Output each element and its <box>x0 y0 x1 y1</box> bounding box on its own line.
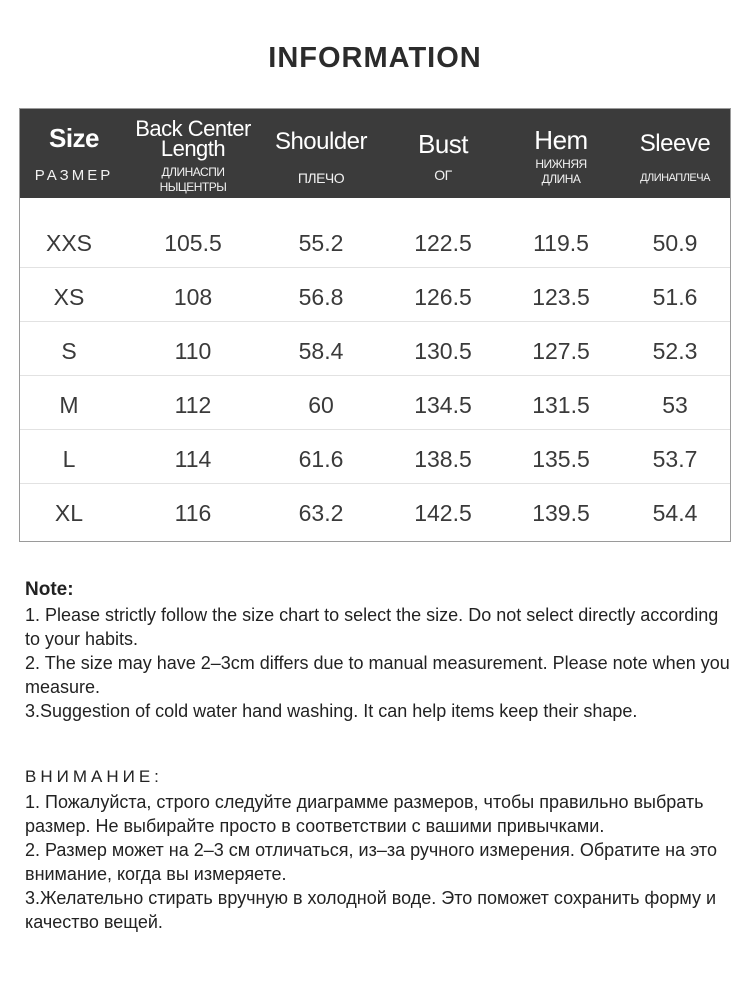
back-center-length-cell: 110 <box>174 338 212 364</box>
bust-cell: 122.5 <box>414 230 472 256</box>
header-size-ru: РАЗМЕР <box>34 167 114 184</box>
back-center-length-cell: 116 <box>174 500 212 526</box>
bust-cell: 134.5 <box>414 392 472 418</box>
bust-cell: 142.5 <box>414 500 472 526</box>
shoulder-cell: 63.2 <box>298 500 344 526</box>
sleeve-cell: 53.7 <box>652 446 698 472</box>
sleeve-cell: 53 <box>662 392 688 418</box>
sleeve-cell: 51.6 <box>652 284 698 310</box>
note-item-ru: 2. Размер может на 2–3 см отличаться, из–за ручного измерения. Обратите на это внимание, когда вы измеряете. <box>25 840 717 884</box>
hem-cell: 123.5 <box>532 284 590 310</box>
size-cell: XXS <box>45 230 93 256</box>
header-size <box>20 109 128 198</box>
header-shoulder <box>258 109 384 198</box>
table-row <box>20 430 730 484</box>
header-bust-en: Bust <box>417 129 469 159</box>
size-cell: S <box>61 338 77 364</box>
header-sleeve-en: Sleeve <box>639 130 711 157</box>
header-hem-en: Hem <box>534 125 588 155</box>
size-chart-table <box>19 108 731 542</box>
table-row <box>20 198 730 268</box>
header-back-center-length <box>128 109 258 198</box>
note-russian <box>25 765 735 934</box>
header-hem-ru: НИЖНЯЯ ДЛИНА <box>535 157 587 186</box>
table-body <box>20 198 730 538</box>
header-sleeve-ru: ДЛИНАПЛЕЧА <box>640 172 710 184</box>
note-item: 1. Please strictly follow the size chart to select the size. Do not select directly according to your habits. <box>25 605 719 649</box>
header-back-center-length-ru: ДЛИНАСПИ НЫЦЕНТРЫ <box>159 165 227 194</box>
bust-cell: 126.5 <box>414 284 472 310</box>
size-cell: XL <box>54 500 84 526</box>
note-english <box>25 578 735 723</box>
hem-cell: 127.5 <box>532 338 590 364</box>
header-size-en: Size <box>48 123 100 153</box>
shoulder-cell: 61.6 <box>298 446 344 472</box>
back-center-length-cell: 114 <box>174 446 212 472</box>
hem-cell: 135.5 <box>532 446 590 472</box>
size-cell: M <box>59 392 79 418</box>
shoulder-cell: 58.4 <box>298 338 344 364</box>
size-cell: XS <box>53 284 85 310</box>
header-bust <box>384 109 502 198</box>
header-back-center-length-en: Back Center Length <box>135 116 251 161</box>
page-title: INFORMATION <box>268 42 482 74</box>
sleeve-cell: 54.4 <box>652 500 698 526</box>
note-item: 2. The size may have 2–3cm differs due to manual measurement. Please note when you measure. <box>25 653 730 697</box>
note-item-ru: 1. Пожалуйста, строго следуйте диаграмме размеров, чтобы правильно выбрать размер. Не выбирайте просто в соответствии с вашими привычками. <box>25 792 704 836</box>
header-hem <box>502 109 620 198</box>
table-row <box>20 268 730 322</box>
sleeve-cell: 50.9 <box>652 230 698 256</box>
shoulder-cell: 55.2 <box>298 230 344 256</box>
header-shoulder-ru: ПЛЕЧО <box>297 170 345 186</box>
back-center-length-cell: 105.5 <box>164 230 222 256</box>
shoulder-cell: 60 <box>308 392 334 418</box>
hem-cell: 139.5 <box>532 500 590 526</box>
header-shoulder-en: Shoulder <box>274 128 368 155</box>
note-item: 3.Suggestion of cold water hand washing. It can help items keep their shape. <box>25 701 638 721</box>
header-sleeve <box>620 109 730 198</box>
note-heading-ru: ВНИМАНИЕ: <box>25 767 163 786</box>
bust-cell: 130.5 <box>414 338 472 364</box>
table-header <box>20 109 730 198</box>
shoulder-cell: 56.8 <box>298 284 344 310</box>
note-heading: Note: <box>25 579 74 600</box>
table-row <box>20 322 730 376</box>
table-row <box>20 376 730 430</box>
back-center-length-cell: 108 <box>173 284 213 310</box>
table-row <box>20 484 730 538</box>
bust-cell: 138.5 <box>414 446 472 472</box>
back-center-length-cell: 112 <box>174 392 212 418</box>
note-item-ru: 3.Желательно стирать вручную в холодной воде. Это поможет сохранить форму и качество вещей. <box>25 888 717 932</box>
sleeve-cell: 52.3 <box>652 338 698 364</box>
hem-cell: 119.5 <box>533 230 589 256</box>
size-cell: L <box>62 446 76 472</box>
header-bust-ru: ОГ <box>434 167 452 183</box>
hem-cell: 131.5 <box>532 392 590 418</box>
